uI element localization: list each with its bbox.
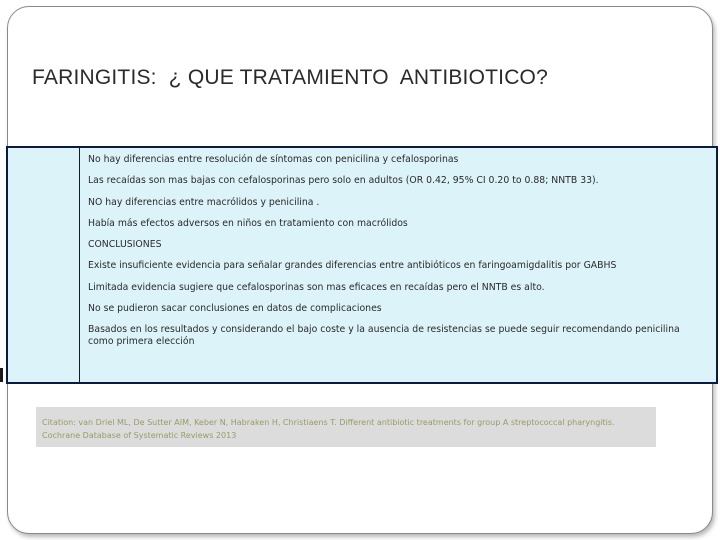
bullet-item: Existe insuficiente evidencia para señalar grandes diferencias entre antibióticos en faringoamigdalitis por GABHS bbox=[88, 260, 617, 272]
conclusions-heading: CONCLUSIONES bbox=[88, 239, 162, 251]
bullet-item: Limitada evidencia sugiere que cefalosporinas son mas eficaces en recaídas pero el NNTB es alto. bbox=[88, 281, 545, 293]
left-edge-mark bbox=[0, 368, 3, 382]
bullet-item: Las recaídas son mas bajas con cefalosporinas pero solo en adultos (OR 0.42, 95% CI 0.20 to 0.88; NNTB 33). bbox=[88, 175, 599, 187]
bullet-item: Había más efectos adversos en niños en tratamiento con macrólidos bbox=[88, 217, 408, 229]
left-divider bbox=[79, 148, 80, 382]
citation-box: Citation: van Driel ML, De Sutter AIM, Keber N, Habraken H, Christiaens T. Different antibiotic treatments for group A streptococcal pharyngitis. Cochrane Database of Systematic Reviews 2013 bbox=[36, 407, 656, 447]
bullet-item: Basados en los resultados y considerando el bajo coste y la ausencia de resistencias se puede seguir recomendando penicilina como primera elección bbox=[88, 324, 680, 348]
content-box bbox=[6, 146, 718, 384]
slide-title: FARINGITIS: ¿ QUE TRATAMIENTO ANTIBIOTICO? bbox=[32, 66, 548, 89]
bullet-item: No se pudieron sacar conclusiones en datos de complicaciones bbox=[88, 303, 382, 315]
bullet-list bbox=[88, 154, 708, 358]
bullet-item: NO hay diferencias entre macrólidos y penicilina . bbox=[88, 196, 320, 208]
bullet-item: No hay diferencias entre resolución de síntomas con penicilina y cefalosporinas bbox=[88, 154, 459, 165]
